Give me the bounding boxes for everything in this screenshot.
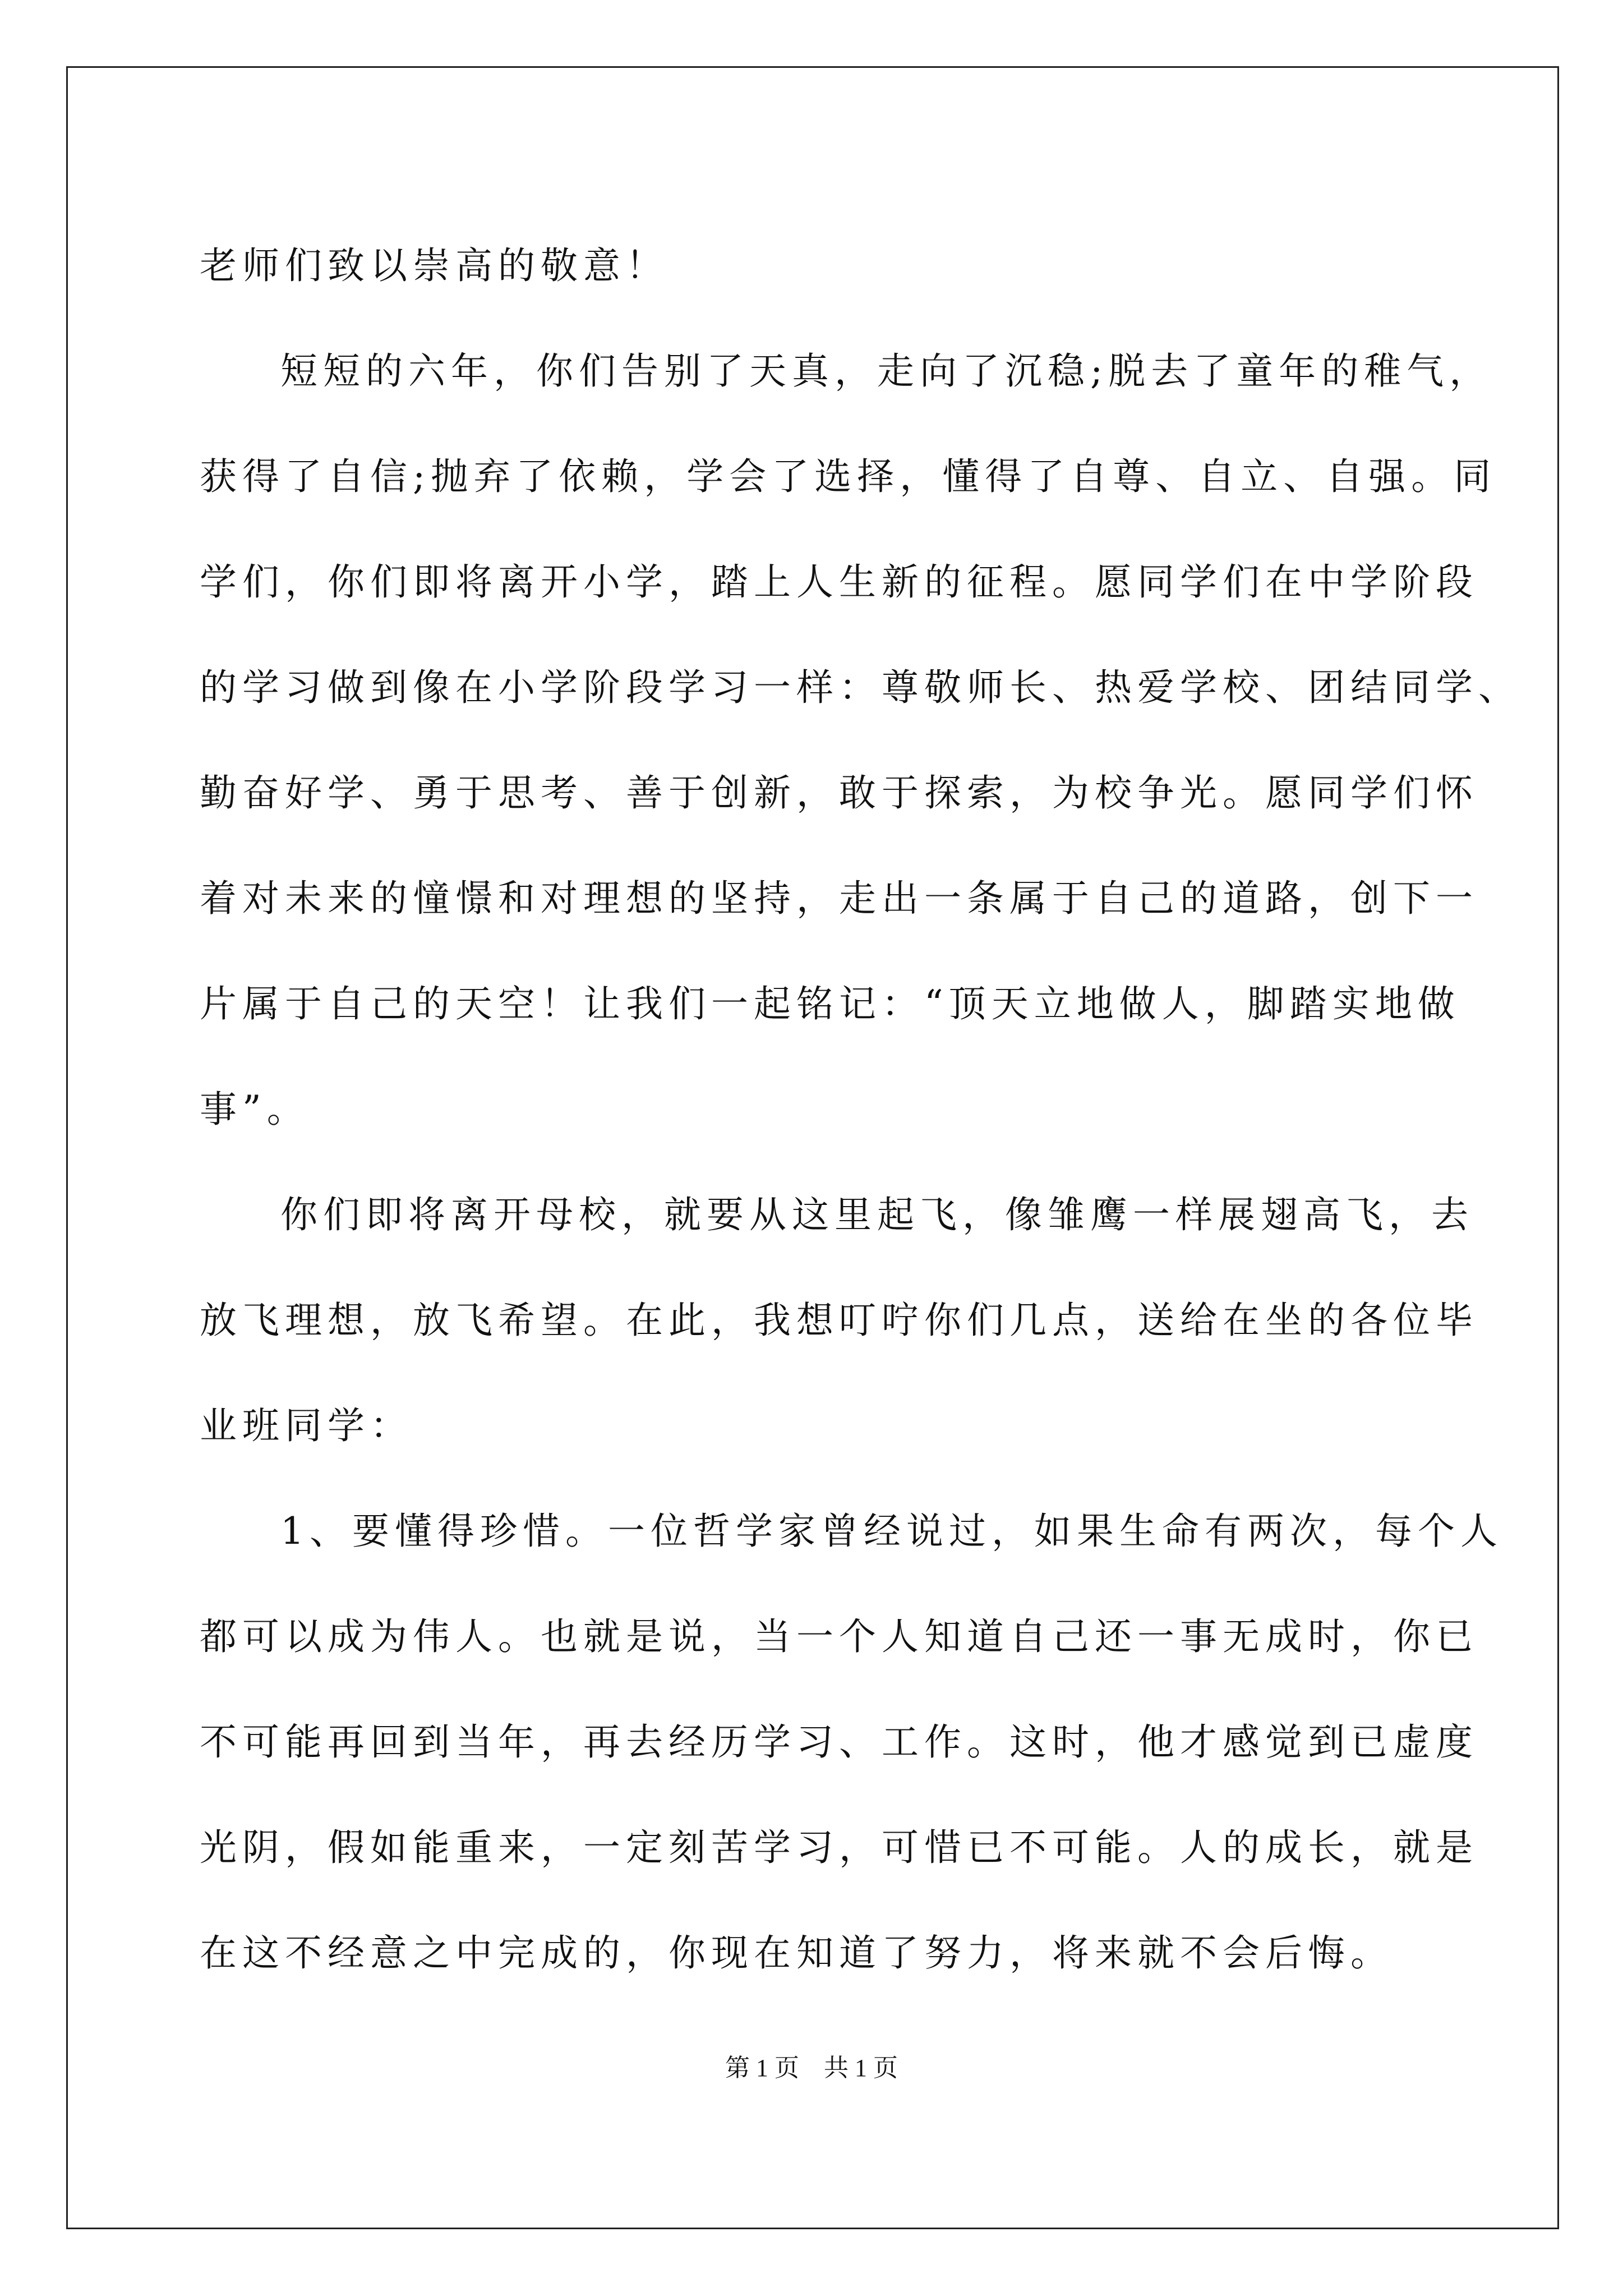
- text-line: 事”。: [200, 1088, 310, 1131]
- text-line: 1、要懂得珍惜。一位哲学家曾经说过，如果生命有两次，每个人: [280, 1510, 1503, 1553]
- text-line: 都可以成为伟人。也就是说，当一个人知道自己还一事无成时，你已: [200, 1615, 1478, 1658]
- text-line: 获得了自信;抛弃了依赖，学会了选择，懂得了自尊、自立、自强。同: [200, 455, 1497, 498]
- paragraph: [200, 319, 1521, 1162]
- text-line: 光阴，假如能重来，一定刻苦学习，可惜已不可能。人的成长，就是: [200, 1826, 1478, 1869]
- text-line: 片属于自己的天空！让我们一起铭记：“顶天立地做人，脚踏实地做: [200, 982, 1460, 1025]
- text-line: 不可能再回到当年，再去经历学习、工作。这时，他才感觉到已虚度: [200, 1720, 1478, 1764]
- text-line: 的学习做到像在小学阶段学习一样：尊敬师长、热爱学校、团结同学、: [200, 666, 1521, 709]
- text-line: 老师们致以崇高的敬意！: [200, 244, 668, 287]
- text-line: 放飞理想，放飞希望。在此，我想叮咛你们几点，送给在坐的各位毕: [200, 1299, 1478, 1342]
- text-line: 学们，你们即将离开小学，踏上人生新的征程。愿同学们在中学阶段: [200, 560, 1478, 604]
- document-body: [200, 213, 1521, 2006]
- text-line: 你们即将离开母校，就要从这里起飞，像雏鹰一样展翅高飞，去: [280, 1193, 1474, 1236]
- text-line: 在这不经意之中完成的，你现在知道了努力，将来就不会后悔。: [200, 1931, 1393, 1975]
- text-line: 短短的六年，你们告别了天真，走向了沉稳;脱去了童年的稚气，: [280, 349, 1492, 393]
- text-line: 着对未来的憧憬和对理想的坚持，走出一条属于自己的道路，创下一: [200, 877, 1478, 920]
- paragraph: [200, 1162, 1478, 1479]
- text-line: 业班同学：: [200, 1404, 413, 1447]
- text-line: 勤奋好学、勇于思考、善于创新，敢于探索，为校争光。愿同学们怀: [200, 771, 1478, 815]
- paragraph: [200, 1479, 1503, 2006]
- paragraph: [200, 213, 1456, 319]
- page-number-footer: 第 1 页 共 1 页: [725, 2054, 898, 2082]
